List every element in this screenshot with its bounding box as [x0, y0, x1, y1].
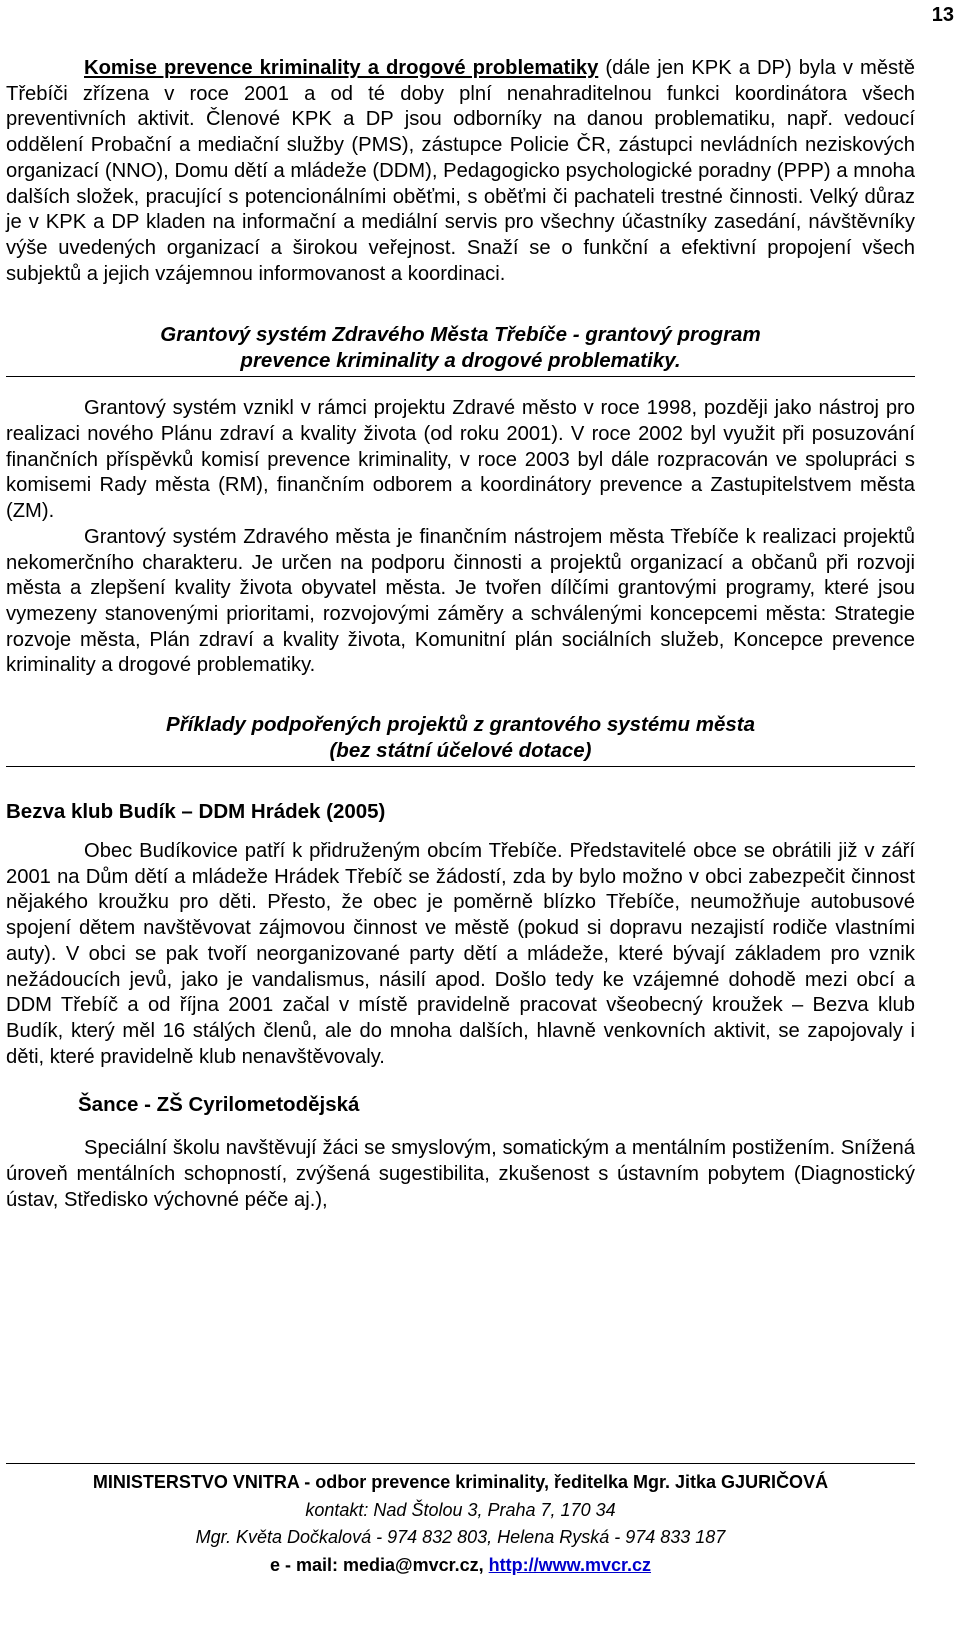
footer-phones: Mgr. Květa Dočkalová - 974 832 803, Helena Ryská - 974 833 187 [195, 1527, 726, 1547]
intro-text: (dále jen KPK a DP) byla v městě Třebíči zřízena v roce 2001 a od té doby plní nenahraditelnou funkci koordinátora všech preventivních aktivit. Členové KPK a DP jsou odborníky na danou problematiku, např. vedoucí oddělení Probační a mediační služby (PMS), zástupce Policie ČR, zástupci nevládních neziskových organizací (NNO), Domu dětí a mládeže (DDM), Pedagogicko psychologické poradny (PPP) a mnoha dalších složek, pracující s potencionálními oběťmi, s oběťmi či pachateli trestné činnosti. Velký důraz je v KPK a DP kladen na informační a mediální servis pro všechny účastníky zasedání, návštěvníky výše uvedených organizací a širokou veřejnost. Snaží se o funkční a efektivní propojení všech subjektů a jejich vzájemnou informovanost a koordinaci. [6, 57, 915, 285]
document-body [6, 56, 915, 1214]
section-heading-line-1: Grantový systém Zdravého Města Třebíče - grantový program [160, 323, 761, 347]
section-heading-line-2: prevence kriminality a drogové problematiky. [240, 349, 681, 373]
footer-email: e - mail: media@mvcr.cz, [269, 1554, 489, 1575]
footer-contact: kontakt: Nad Štolou 3, Praha 7, 170 34 [305, 1499, 616, 1520]
grant-paragraph-1: Grantový systém vznikl v rámci projektu Zdravé město v roce 1998, později jako nástroj pro realizaci nového Plánu zdraví a kvality života (od roku 2001). V roce 2002 byl využit při posuzování finančních příspěvků komisí prevence kriminality, v roce 2003 byl dále rozpracován ve spolupráci s komisemi Rady města (RM), finančním odborem a koordinátory prevence a Zastupitelstvem města (ZM). [6, 397, 915, 523]
grant-paragraph-2: Grantový systém Zdravého města je finančním nástrojem města Třebíče k realizaci projektů nekomerčního charakteru. Je určen na podporu činnosti a projektů organizací a občanů při rozvoji města a zlepšení kvality života obyvatel města. Je tvořen dílčími grantovými programy, které jsou vymezeny stanovenými prioritami, rozvojovými záměry a schválenými koncepcemi města: Strategie rozvoje města, Plán zdraví a kvality života, Komunitní plán sociálních služeb, Koncepce prevence kriminality a drogové problematiky. [6, 525, 915, 677]
project-text-sance: Speciální školu navštěvují žáci se smyslovým, somatickým a mentálním postižením. Snížená úroveň mentálních schopností, zvýšená sugestibilita, zkušenost s ústavním pobytem (Diagnostický ústav, Středisko výchovné péče aj.), [6, 1137, 915, 1211]
intro-title: Komise prevence kriminality a drogové problematiky [84, 57, 599, 79]
section-heading-grant-system [6, 322, 915, 377]
footer-website-link[interactable]: http://www.mvcr.cz [488, 1554, 652, 1575]
section-heading-line-2: (bez státní účelové dotace) [329, 739, 592, 763]
intro-paragraph [6, 56, 915, 287]
page-footer [6, 1463, 915, 1579]
project-text-budik: Obec Budíkovice patří k přidruženým obcím Třebíče. Představitelé obce se obrátili již v září 2001 na Dům dětí a mládeže Hrádek Třebíč se žádostí, zda by bylo možno v obci zabezpečit činnost nějakého kroužku pro děti. Přesto, že obec je poměrně blízko Třebíče, neumožňuje autobusové spojení dětem navštěvovat zájmovou činnost ve městě (pokud si dopravu nezajistí rodiče vlastními auty). V obci se pak tvoří neorganizované party dětí a mládeže, které bývají základem pro vznik nežádoucích jevů, jako je vandalismus, násilí apod. Došlo tedy ke vzájemné dohodě mezi obcí a DDM Třebíč a od října 2001 začal v místě pravidelně pracovat všeobecný kroužek – Bezva klub Budík, který měl 16 stálých členů, ale do mnoha dalších, hlavně venkovních aktivit, se zapojovaly i děti, které pravidelně klub nenavštěvovaly. [6, 840, 915, 1068]
project-title-budik: Bezva klub Budík – DDM Hrádek (2005) [6, 800, 386, 824]
page-number: 13 [931, 4, 954, 26]
footer-ministry: MINISTERSTVO VNITRA - odbor prevence kriminality, ředitelka Mgr. Jitka GJURIČOVÁ [92, 1472, 829, 1492]
project-title-sance: Šance - ZŠ Cyrilometodějská [78, 1093, 360, 1117]
section-heading-projects [6, 712, 915, 767]
footer-email-line [6, 1552, 915, 1580]
section-heading-line-1: Příklady podpořených projektů z grantového systému města [166, 713, 755, 737]
